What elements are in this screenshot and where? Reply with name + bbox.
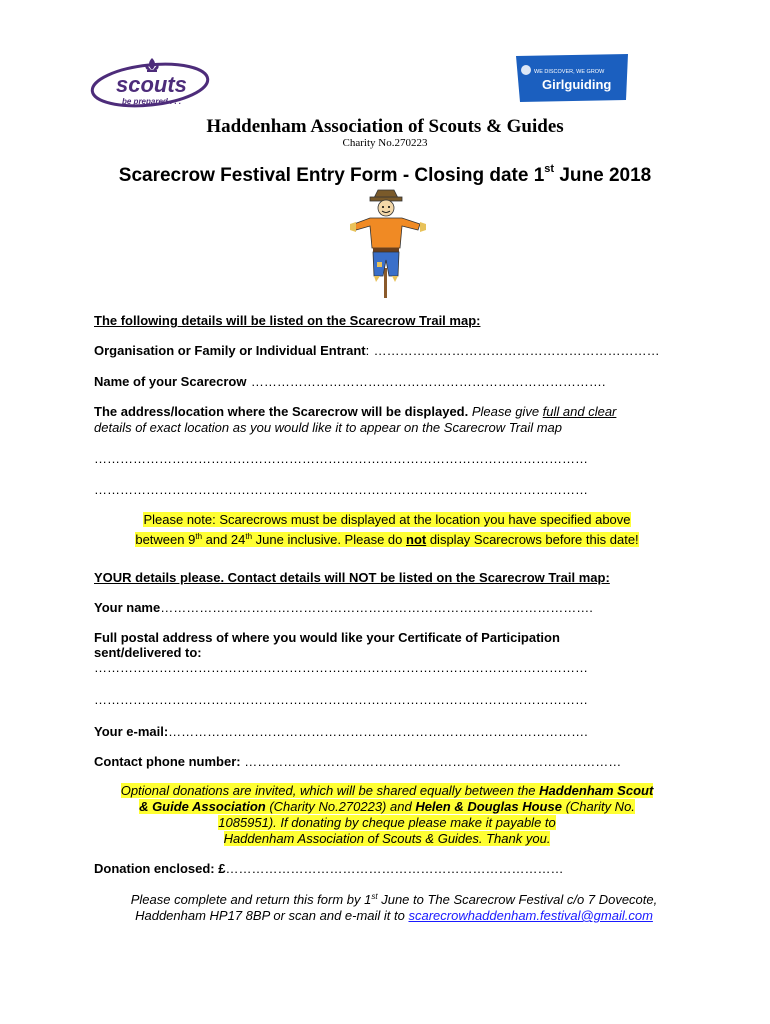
note-sup-2: th	[245, 532, 253, 541]
postal-label-line-1: Full postal address of where you would like your Certificate of Participation	[94, 630, 560, 645]
charity-number: Charity No.270223	[342, 137, 428, 149]
postal-line-2[interactable]: ……………………………………………………………………………………………………	[94, 692, 588, 707]
note-text-b: and 24	[202, 532, 246, 547]
optional-line-1	[121, 783, 654, 798]
note-text-c: June inclusive. Please do	[252, 532, 406, 547]
footer-text-3: Haddenham HP17 8BP or scan and e-mail it to	[135, 908, 409, 923]
phone-field[interactable]	[94, 753, 684, 771]
optional-text-3: (Charity No.	[561, 799, 635, 814]
optional-text-1: Optional donations are invited, which will be shared equally between the	[120, 783, 540, 798]
form-title-main: Scarecrow Festival Entry Form - Closing date 1	[118, 165, 545, 186]
optional-line-4: Haddenham Association of Scouts & Guides. Thank you.	[223, 831, 551, 846]
scarecrow-illustration	[340, 188, 432, 298]
form-title-end: June 2018	[554, 165, 652, 186]
email-dots[interactable]: …………………………………………………………………………………….	[168, 724, 588, 739]
note-sup-1: th	[195, 532, 203, 541]
optional-bold-3: Helen & Douglas House	[415, 799, 562, 814]
optional-bold-2: & Guide Association	[139, 799, 266, 814]
girlguiding-tagline: WE DISCOVER, WE GROW	[534, 69, 605, 75]
donation-dots[interactable]: ……………………………………………………………………	[225, 861, 564, 876]
address-hint-line2: details of exact location as you would like it to appear on the Scarecrow Trail map	[94, 420, 562, 435]
display-dates-note	[94, 511, 680, 548]
optional-text-2: (Charity No.270223) and	[265, 799, 416, 814]
note-text-d: display Scarecrows before this date!	[426, 532, 639, 547]
organisation-dots[interactable]: …………………………………………………………	[373, 343, 660, 358]
scouts-logo-text: scouts	[116, 72, 187, 97]
organisation-colon: :	[365, 343, 370, 358]
optional-bold-1: Haddenham Scout	[539, 783, 654, 798]
postal-address-label	[94, 630, 684, 660]
girlguiding-logo	[512, 52, 632, 104]
note-text-a: between 9	[135, 532, 196, 547]
address-line-2[interactable]: ……………………………………………………………………………………………………	[94, 482, 588, 497]
scouts-logo	[88, 52, 218, 110]
address-hint: Please give	[468, 404, 543, 419]
form-title	[0, 163, 770, 187]
organisation-field[interactable]	[94, 342, 684, 360]
note-line-2	[135, 532, 638, 547]
email-label: Your e-mail:	[94, 724, 169, 739]
your-name-field[interactable]	[94, 599, 684, 617]
address-label: The address/location where the Scarecrow will be displayed.	[94, 404, 469, 419]
footer-sup: st	[371, 892, 378, 901]
footer-text-2: June to The Scarecrow Festival c/o 7 Dovecote,	[377, 892, 658, 907]
trail-map-heading: The following details will be listed on the Scarecrow Trail map:	[94, 313, 481, 328]
donation-label: Donation enclosed: £	[94, 861, 226, 876]
phone-dots[interactable]: ……………………………………………………………………………	[240, 754, 622, 769]
note-not: not	[406, 532, 427, 547]
footer-text-1: Please complete and return this form by 1	[130, 892, 372, 907]
postal-label-line-2: sent/delivered to:	[94, 645, 202, 660]
scouts-logo-tagline: be prepared . . .	[122, 97, 182, 106]
optional-line-2	[139, 799, 635, 814]
scarecrow-name-dots[interactable]: ……………………………………………………………………….	[250, 374, 606, 389]
return-instructions	[94, 889, 694, 924]
girlguiding-logo-text: Girlguiding	[542, 77, 612, 92]
optional-donations-note	[94, 783, 680, 847]
phone-label: Contact phone number:	[94, 754, 241, 769]
optional-line-3: 1085951). If donating by cheque please make it payable to	[218, 815, 556, 830]
scarecrow-name-label: Name of your Scarecrow	[94, 374, 247, 389]
your-name-label: Your name	[94, 600, 161, 615]
address-hint-underlined: full and clear	[542, 404, 617, 419]
organisation-title: Haddenham Association of Scouts & Guides	[206, 116, 564, 137]
note-line-1: Please note: Scarecrows must be displayed at the location you have specified above	[143, 512, 631, 527]
donation-field[interactable]	[94, 860, 684, 878]
address-line-1[interactable]: ……………………………………………………………………………………………………	[94, 451, 588, 466]
postal-line-1[interactable]: ……………………………………………………………………………………………………	[94, 660, 588, 675]
contact-email-link[interactable]: scarecrowhaddenham.festival@gmail.com	[408, 908, 653, 923]
contact-details-heading: YOUR details please. Contact details will NOT be listed on the Scarecrow Trail map:	[94, 570, 610, 585]
scarecrow-name-field[interactable]	[94, 373, 684, 391]
address-instructions	[94, 404, 684, 436]
your-name-dots[interactable]: ……………………………………………………………………………………….	[160, 600, 593, 615]
email-field[interactable]	[94, 723, 684, 741]
organisation-label: Organisation or Family or Individual Entrant	[94, 343, 366, 358]
form-title-sup: st	[544, 163, 555, 175]
